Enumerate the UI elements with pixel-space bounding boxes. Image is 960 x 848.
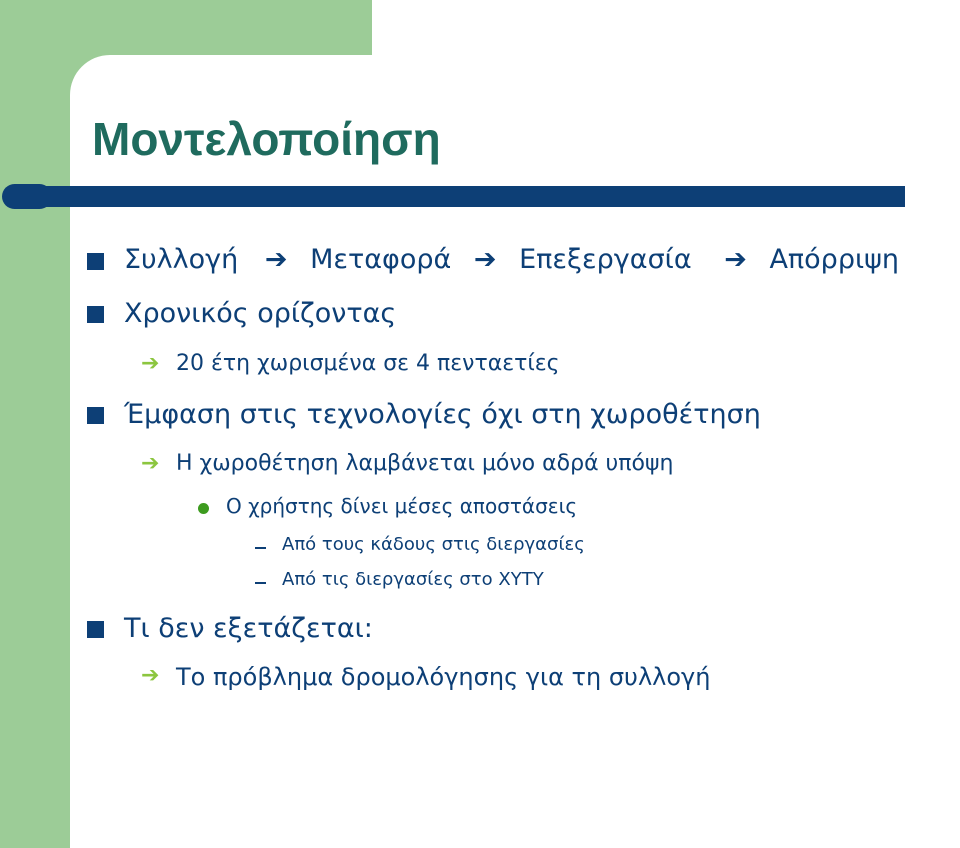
arrow-bullet-icon: ➔ <box>141 351 160 376</box>
flow-step-processing: Επεξεργασία <box>519 244 692 275</box>
square-bullet-icon <box>87 306 104 323</box>
bullet-text: Έμφαση στις τεχνολογίες όχι στη χωροθέτηση <box>124 399 761 430</box>
detail-bullet-text: Από τις διεργασίες στο ΧΥΤΥ <box>282 569 544 590</box>
flow-line <box>124 244 899 275</box>
sub-bullet-text: 20 έτη χωρισμένα σε 4 πενταετίες <box>176 351 560 376</box>
flow-step-transport: Μεταφορά <box>310 244 452 275</box>
arrow-bullet-icon: ➔ <box>141 663 160 688</box>
flow-arrow-icon: ➔ <box>473 244 497 275</box>
dot-bullet-icon <box>198 503 209 514</box>
bullet-text: Τι δεν εξετάζεται: <box>124 613 373 644</box>
sub-bullet-text: Η χωροθέτηση λαμβάνεται μόνο αδρά υπόψη <box>176 451 674 476</box>
title-rule <box>38 186 905 207</box>
square-bullet-icon <box>87 621 104 638</box>
slide-title: Μοντελοποίηση <box>92 113 441 165</box>
bullet-text: Χρονικός ορίζοντας <box>124 298 397 329</box>
flow-step-collection: Συλλογή <box>124 244 239 275</box>
dash-bullet-icon <box>255 582 266 584</box>
flow-arrow-icon: ➔ <box>724 244 747 275</box>
dash-bullet-icon <box>255 547 266 549</box>
square-bullet-icon <box>87 253 104 270</box>
square-bullet-icon <box>87 407 104 424</box>
detail-bullet-text: Από τους κάδους στις διεργασίες <box>282 534 585 555</box>
flow-arrow-icon: ➔ <box>264 244 288 275</box>
sub-sub-bullet-text: Ο χρήστης δίνει μέσες αποστάσεις <box>226 494 578 518</box>
arrow-bullet-icon: ➔ <box>141 451 160 476</box>
sub-bullet-text: Το πρόβλημα δρομολόγησης για τη συλλογή <box>176 663 711 691</box>
flow-step-disposal: Απόρριψη <box>769 244 900 275</box>
